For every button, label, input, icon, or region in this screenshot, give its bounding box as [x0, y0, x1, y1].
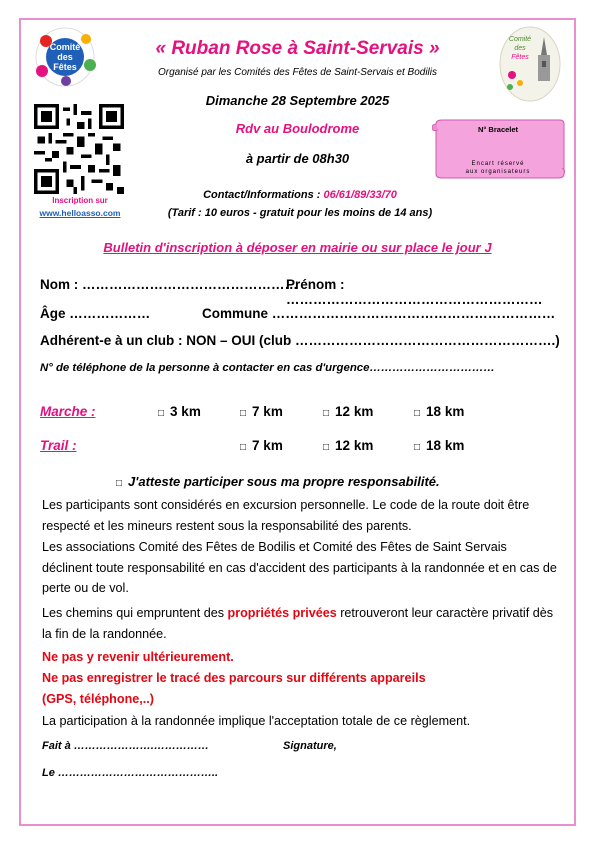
age-field[interactable]: Âge ……………… — [40, 306, 151, 321]
comite-des-fetes-logo — [30, 27, 100, 87]
trail-label: Trail : — [40, 438, 77, 453]
event-time: à partir de 08h30 — [245, 151, 350, 166]
prenom-field[interactable]: Prénom : ………………………………………………… — [286, 277, 543, 307]
rules-paragraph-3: Les chemins qui empruntent des propriétés privées retrouveront leur caractère privatif dès la fin de la randonnée. — [42, 606, 554, 641]
trail-option-7km[interactable]: □ 7 km — [240, 438, 283, 453]
svg-text:Fêtes: Fêtes — [53, 62, 77, 72]
warning-1: Ne pas y revenir ultérieurement. — [42, 650, 234, 664]
club-field[interactable]: Adhérent-e à un club : NON – OUI (club ………………………………………………….) — [40, 333, 560, 348]
event-title: « Ruban Rose à Saint-Servais » — [155, 38, 440, 59]
rules-paragraph-2: Les associations Comité des Fêtes de Bodilis et Comité des Fêtes de Saint Servais déclinent toute responsabilité en cas d'accident des participants à la randonnée et en cas de perte ou de vol. — [42, 540, 557, 595]
nom-field[interactable]: Nom : ………………………………………… — [40, 277, 298, 292]
trail-option-18km[interactable]: □ 18 km — [414, 438, 465, 453]
emergency-phone-field[interactable]: N° de téléphone de la personne à contacter en cas d'urgence…………………………… — [40, 362, 495, 374]
marche-option-3km[interactable]: □ 3 km — [158, 404, 201, 419]
svg-text:Fêtes: Fêtes — [511, 54, 529, 61]
comite-des-fetes-bodilis-logo — [498, 25, 562, 103]
bracelet-note1: Encart réservé — [471, 161, 525, 167]
attest-checkbox[interactable]: □ J'atteste participer sous ma propre responsabilité. — [116, 474, 440, 489]
bracelet-title: N° Bracelet — [477, 125, 519, 134]
marche-option-18km[interactable]: □ 18 km — [414, 404, 465, 419]
marche-option-7km[interactable]: □ 7 km — [240, 404, 283, 419]
svg-text:des: des — [57, 52, 73, 62]
event-subtitle: Organisé par les Comités des Fêtes de Saint-Servais et Bodilis — [157, 67, 437, 78]
qr-caption: Inscription sur — [52, 196, 108, 205]
date-field[interactable]: Le …………………………………….. — [42, 767, 219, 779]
form-heading: Bulletin d'inscription à déposer en mairie ou sur place le jour J — [103, 240, 492, 255]
signature-label: Signature, — [283, 740, 337, 752]
tarif-info: (Tarif : 10 euros - gratuit pour les moins de 14 ans) — [167, 207, 433, 219]
commune-field[interactable]: Commune ……………………………………………………… — [202, 306, 556, 321]
contact-label: Contact/Informations : — [203, 189, 324, 201]
contact-info — [130, 189, 470, 201]
bracelet-note2: aux organisateurs — [465, 169, 531, 175]
marche-label: Marche : — [40, 404, 96, 419]
warning-2: Ne pas enregistrer le tracé des parcours sur différents appareils — [42, 671, 426, 685]
event-date: Dimanche 28 Septembre 2025 — [205, 93, 390, 108]
qr-code[interactable] — [34, 104, 124, 194]
trail-option-12km[interactable]: □ 12 km — [323, 438, 374, 453]
event-location: Rdv au Boulodrome — [235, 121, 360, 136]
bracelet-scroll — [432, 118, 566, 180]
svg-text:des: des — [514, 45, 526, 52]
fait-a-field[interactable]: Fait à ………………….…………… — [42, 740, 209, 752]
marche-option-12km[interactable]: □ 12 km — [323, 404, 374, 419]
helloasso-link[interactable]: www.helloasso.com — [39, 208, 121, 218]
rules-paragraph-1: Les participants sont considérés en excursion personnelle. Le code de la route doit être respecté et les mineurs restent sous la responsabilité des parents. — [42, 498, 530, 533]
contact-phone: 06/61/89/33/70 — [323, 189, 397, 201]
svg-text:Comité: Comité — [508, 36, 532, 43]
rules-paragraph-4: La participation à la randonnée implique l'acceptation totale de ce règlement. — [42, 714, 471, 728]
warning-3: (GPS, téléphone,..) — [42, 692, 154, 706]
svg-text:Comité: Comité — [49, 42, 81, 52]
